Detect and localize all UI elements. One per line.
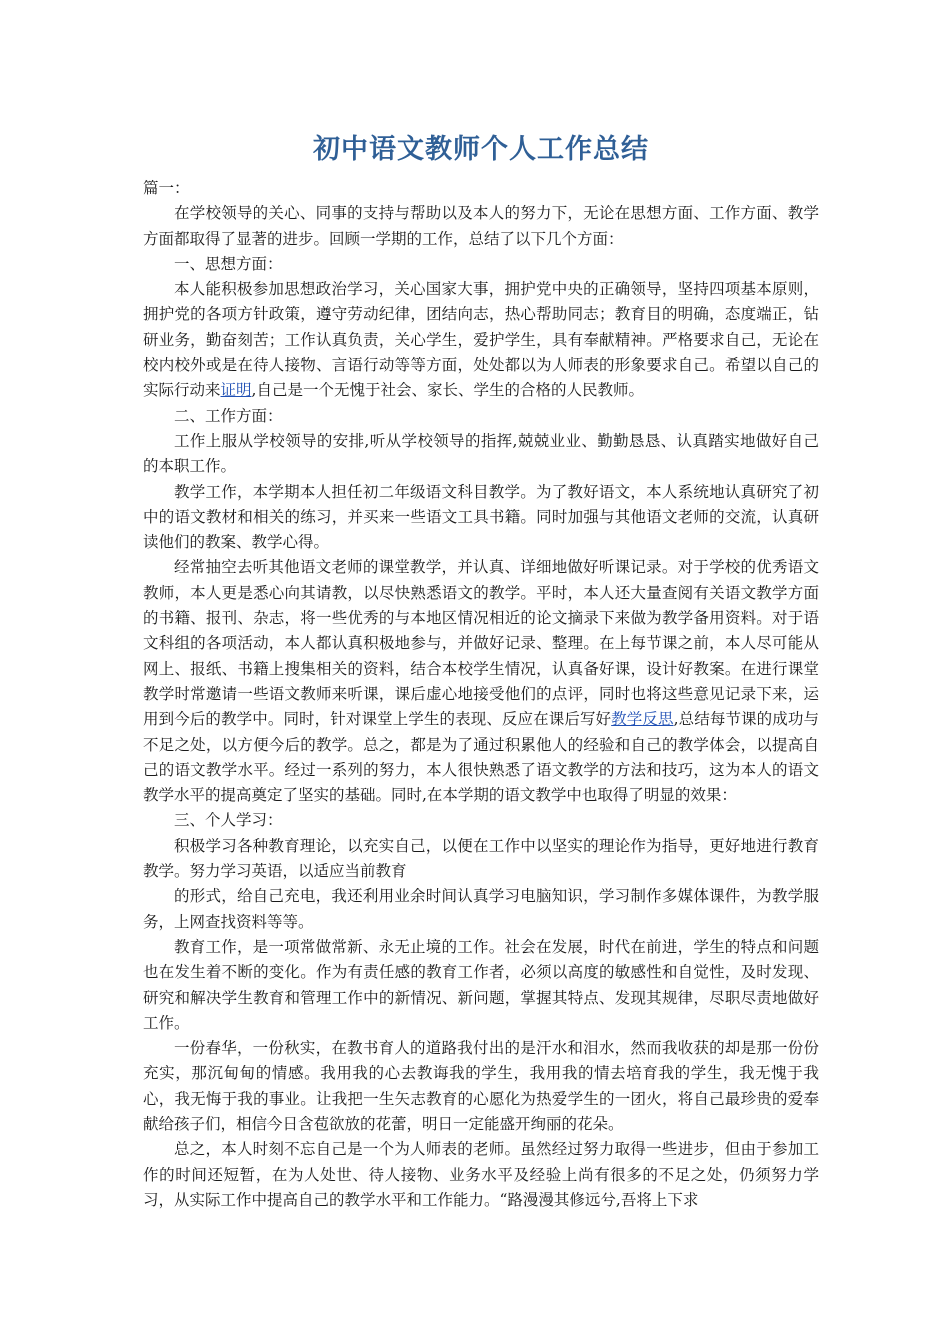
intro-paragraph: 在学校领导的关心、同事的支持与帮助以及本人的努力下，无论在思想方面、工作方面、教学方面都取得了显著的进步。回顾一学期的工作，总结了以下几个方面： xyxy=(143,204,819,248)
document-title: 初中语文教师个人工作总结 xyxy=(313,134,649,165)
document-page xyxy=(143,128,819,1213)
paragraph-conclusion: 总之，本人时刻不忘自己是一个为人师表的老师。虽然经过努力取得一些进步，但由于参加工作的时间还短暂，在为人处世、待人接物、业务水平及经验上尚有很多的不足之处，仍须努力学习，从实际工作中提高自己的教学水平和工作能力。“路漫漫其修远兮,吾将上下求 xyxy=(143,1140,819,1209)
paragraph-work-duty: 工作上服从学校领导的安排,听从学校领导的指挥,兢兢业业、勤勤恳恳、认真踏实地做好自己的本职工作。 xyxy=(143,431,819,476)
paragraph-classroom-tail: ,总结每节课的成功与不足之处，以方便今后的教学。总之，都是为了通过积累他人的经验和自己的教学体会，以提高自己的语文教学水平。经过一系列的努力，本人很快熟悉了语文教学的方法和技巧，这为本人的语文教学水平的提高奠定了坚实的基础。同时,在本学期的语文教学中也取得了明显的效果： xyxy=(143,710,819,805)
paragraph-reflection: 一份春华，一份秋实，在教书育人的道路我付出的是汗水和泪水，然而我收获的却是那一份份充实，那沉甸甸的情感。我用我的心去教诲我的学生，我用我的情去培育我的学生，我无愧于我心，我无悔于我的事业。让我把一生矢志教育的心愿化为热爱学生的一团火，将自己最珍贵的爱奉献给孩子们，相信今日含苞欲放的花蕾，明日一定能盛开绚丽的花朵。 xyxy=(143,1039,819,1133)
part-label: 篇一： xyxy=(143,179,190,197)
link-teaching-reflection[interactable]: 教学反思 xyxy=(611,710,674,729)
paragraph-education: 教育工作，是一项常做常新、永无止境的工作。社会在发展，时代在前进，学生的特点和问题也在发生着不断的变化。作为有责任感的教育工作者，必须以高度的敏感性和自觉性，及时发现、研究和解决学生教育和管理工作中的新情况、新问题，掌握其特点、发现其规律，尽职尽责地做好工作。 xyxy=(143,937,819,1032)
paragraph-study-continued: 的形式，给自己充电，我还利用业余时间认真学习电脑知识，学习制作多媒体课件，为教学服务，上网查找资料等等。 xyxy=(143,887,819,931)
heading-ideology: 一、思想方面： xyxy=(174,254,283,273)
paragraph-ideology-text: 本人能积极参加思想政治学习，关心国家大事，拥护党中央的正确领导，坚持四项基本原则，拥护党的各项方针政策，遵守劳动纪律，团结向志，热心帮助同志；教育目的明确，态度端正，钻研业务，勤奋刻苦；工作认真负责，关心学生，爱护学生，具有奉献精神。严格要求自己，无论在校内校外或是在待人接物、言语行动等等方面，处处都以为人师表的形象要求自己。希望以自己的实际行动来 xyxy=(143,280,819,400)
paragraph-teaching: 教学工作，本学期本人担任初二年级语文科目教学。为了教好语文，本人系统地认真研究了初中的语文教材和相关的练习，并买来一些语文工具书籍。同时加强与其他语文老师的交流，认真研读他们的教案、教学心得。 xyxy=(143,482,819,552)
paragraph-classroom xyxy=(143,555,819,808)
heading-study: 三、个人学习： xyxy=(174,811,283,830)
heading-work: 二、工作方面： xyxy=(174,406,283,425)
paragraph-ideology xyxy=(143,277,819,403)
paragraph-ideology-tail: ,自己是一个无愧于社会、家长、学生的合格的人民教师。 xyxy=(251,381,644,400)
paragraph-study: 积极学习各种教育理论，以充实自己，以便在工作中以坚实的理论作为指导，更好地进行教育教学。努力学习英语，以适应当前教育 xyxy=(143,836,819,881)
paragraph-classroom-text: 经常抽空去听其他语文老师的课堂教学，并认真、详细地做好听课记录。对于学校的优秀语文教师，本人更是悉心向其请教，以尽快熟悉语文的教学。平时，本人还大量查阅有关语文教学方面的书籍、报刊、杂志，将一些优秀的与本地区情况相近的论文摘录下来做为教学备用资料。对于语文科组的各项活动，本人都认真积极地参与，并做好记录、整理。在上每节课之前，本人尽可能从网上、报纸、书籍上搜集相关的资料，结合本校学生情况，认真备好课，设计好教案。在进行课堂教学时常邀请一些语文教师来听课，课后虚心地接受他们的点评，同时也将这些意见记录下来，运用到今后的教学中。同时，针对课堂上学生的表现、反应在课后写好 xyxy=(143,558,819,729)
link-prove[interactable]: 证明 xyxy=(220,381,252,400)
